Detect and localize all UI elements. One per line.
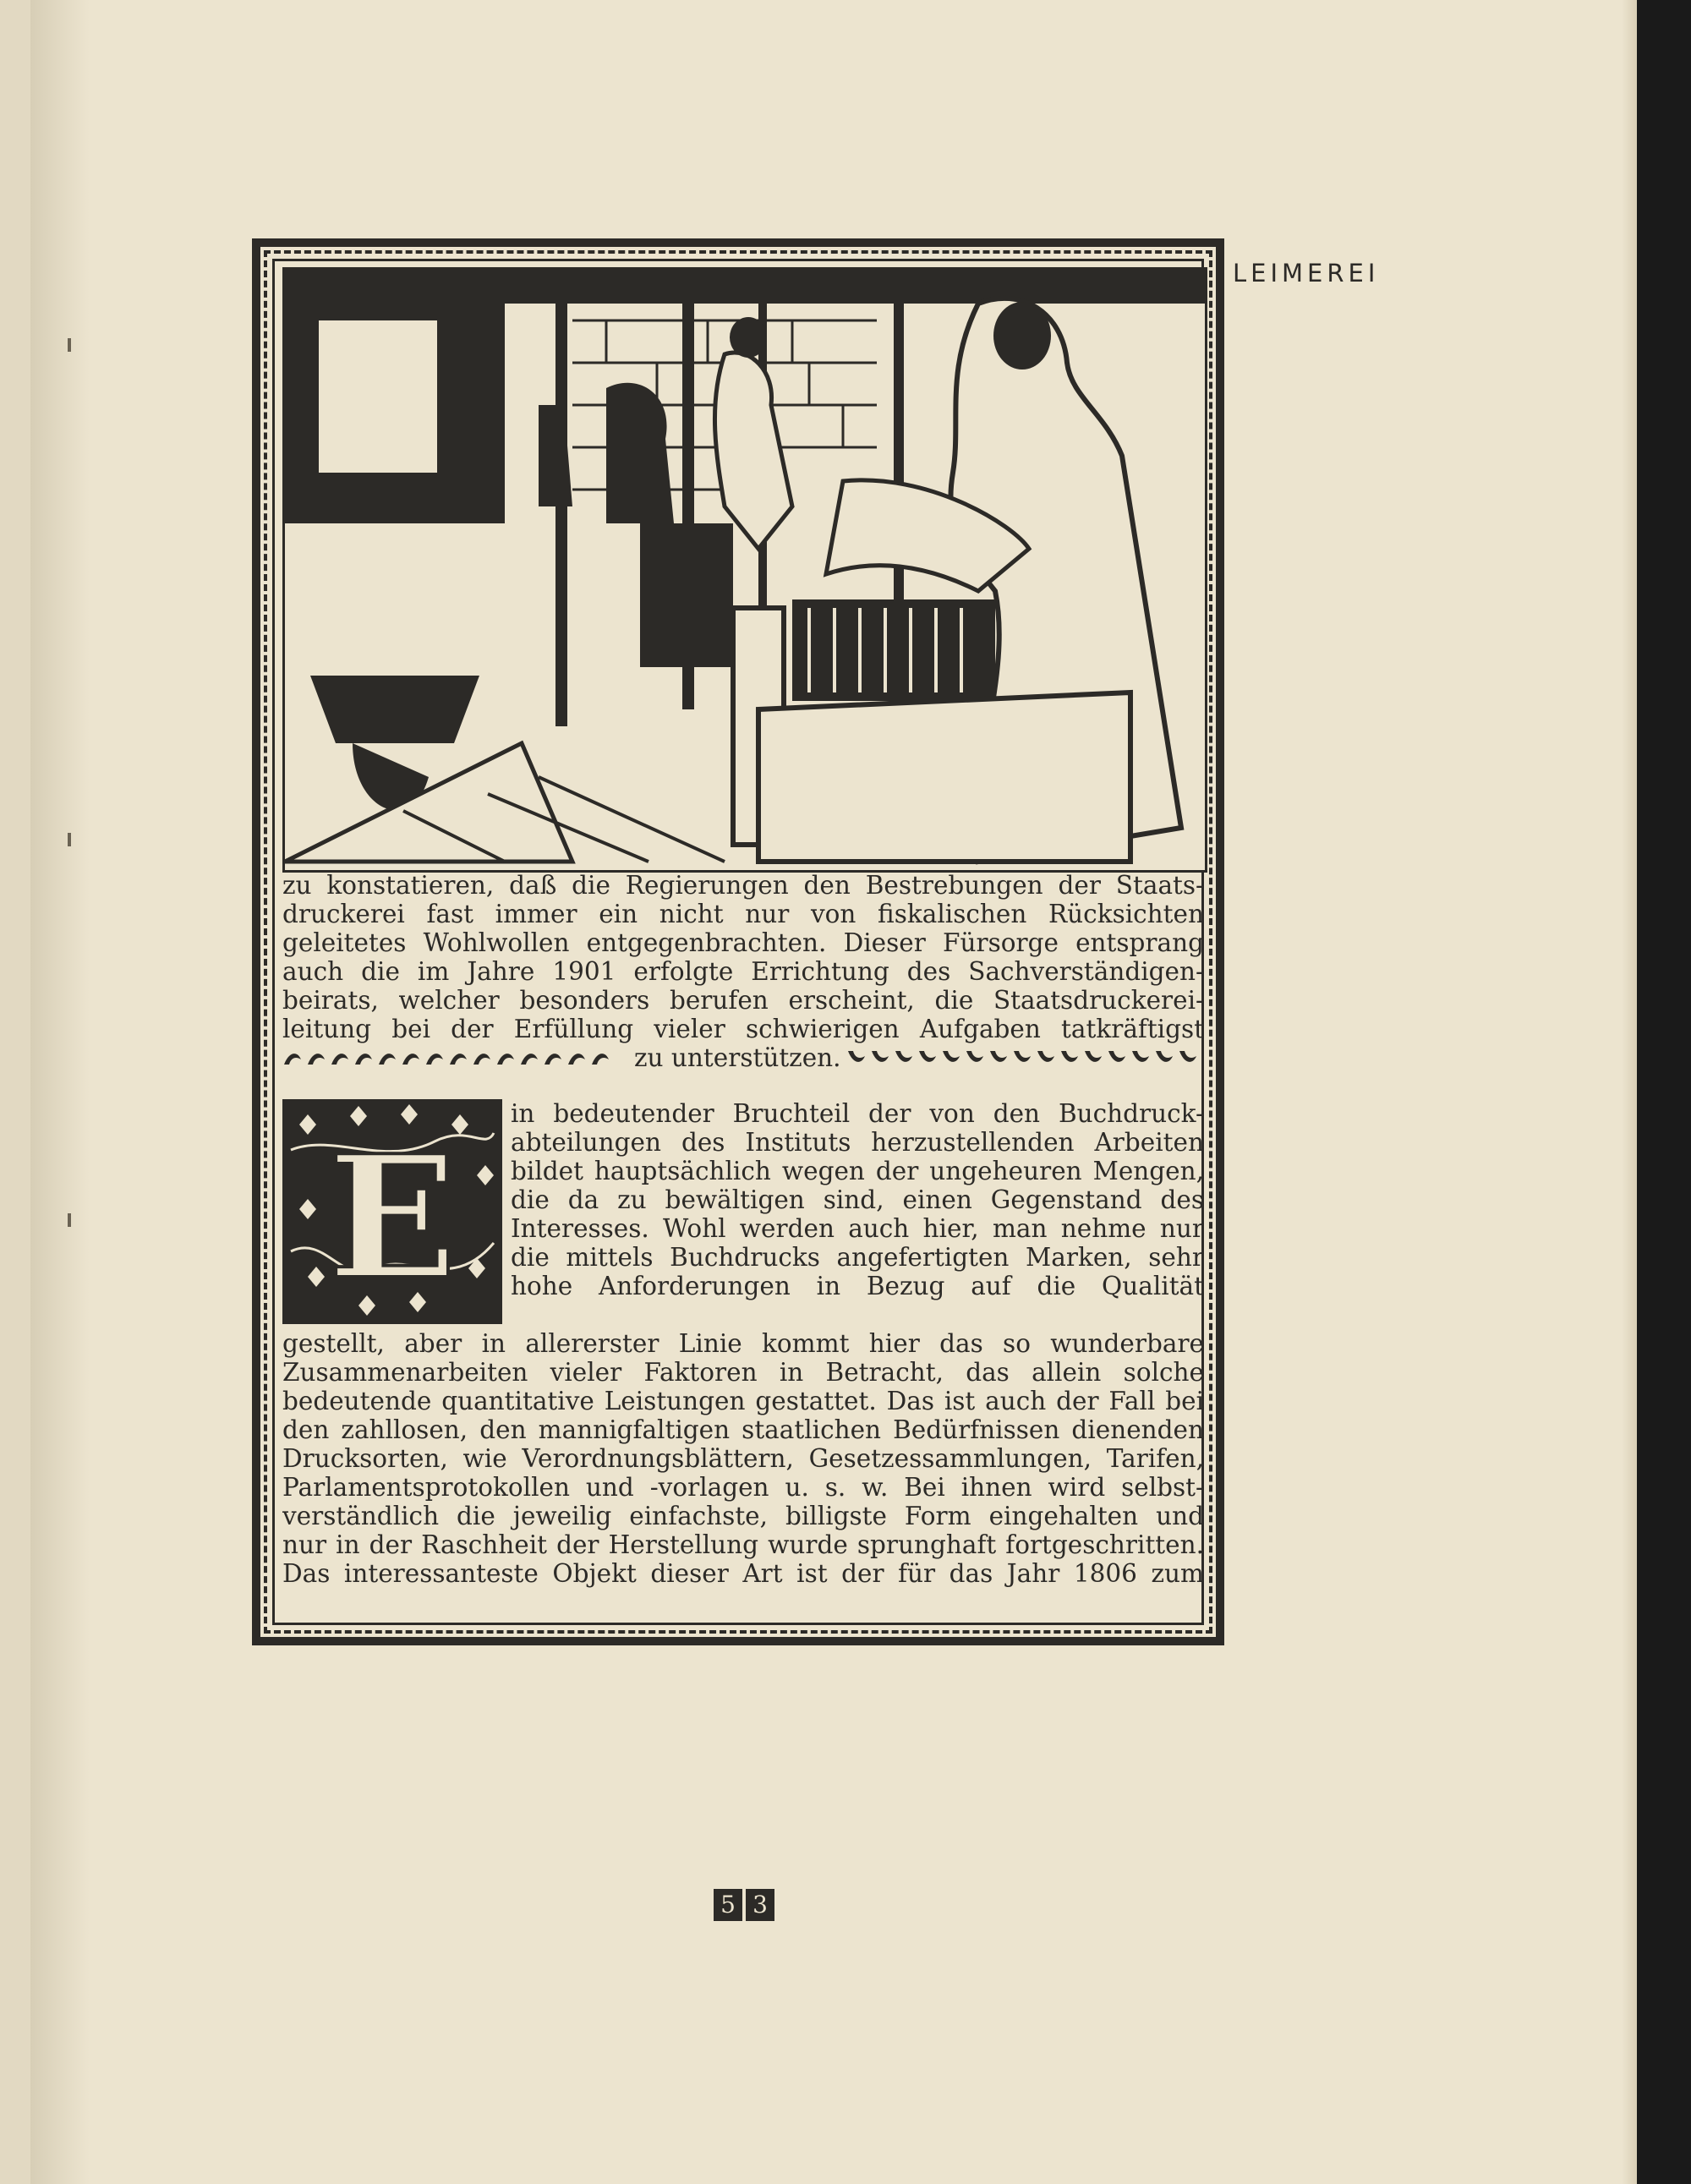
text-line: den zahllosen, den mannigfaltigen staatlichen Bedürfnissen dienenden [282, 1415, 1204, 1444]
text-line: leitung bei der Erfüllung vieler schwierigen Aufgaben tatkräftigst [282, 1015, 1204, 1043]
margin-mark [68, 833, 71, 846]
text-line: verständlich die jeweilig einfachste, billigste Form eingehalten und [282, 1502, 1204, 1530]
woodcut-printing-workshop-illustration [282, 267, 1207, 873]
text-line: bedeutende quantitative Leistungen gestattet. Das ist auch der Fall bei [282, 1387, 1204, 1415]
ornament-left-icon [282, 1048, 629, 1068]
text-line: zu konstatieren, daß die Regierungen den Bestrebungen der Staats- [282, 871, 1204, 900]
text-line: auch die im Jahre 1901 erfolgte Errichtung des Sachverständigen- [282, 957, 1204, 986]
left-page-strip [0, 0, 30, 2184]
text-line: hohe Anforderungen in Bezug auf die Qualität [511, 1272, 1204, 1300]
text-line: Das interessanteste Objekt dieser Art ist der für das Jahr 1806 zum [282, 1559, 1204, 1588]
text-line: in bedeutender Bruchteil der von den Buchdruck- [511, 1099, 1204, 1128]
paragraph-end-text: zu unterstützen. [634, 1043, 841, 1072]
text-line: geleitetes Wohlwollen entgegenbrachten. Dieser Fürsorge entsprang [282, 928, 1204, 957]
text-line: die da zu bewältigen sind, einen Gegenstand des [511, 1185, 1204, 1214]
running-head: LEIMEREI [1233, 259, 1380, 287]
dropcap-letter: E [327, 1119, 457, 1317]
page-number [714, 1889, 774, 1921]
page-edge-shadow [1622, 0, 1637, 2184]
paragraph-2-beside-initial [511, 1099, 1204, 1300]
page-number-digit: 3 [746, 1889, 774, 1921]
text-line: Parlamentsprotokollen und -vorlagen u. s. w. Bei ihnen wird selbst- [282, 1473, 1204, 1502]
ornament-line [282, 1043, 1204, 1072]
dark-background-edge [1637, 0, 1691, 2184]
ornament-right-icon [846, 1048, 1201, 1068]
book-gutter [30, 0, 90, 2184]
margin-mark [68, 1213, 71, 1227]
text-line: gestellt, aber in allererster Linie kommt hier das so wunderbare [282, 1329, 1204, 1358]
decorated-initial [282, 1099, 502, 1324]
margin-mark [68, 338, 71, 352]
paragraph-1 [282, 871, 1204, 1072]
page-number-digit: 5 [714, 1889, 742, 1921]
text-line: bildet hauptsächlich wegen der ungeheuren Mengen, [511, 1157, 1204, 1185]
text-line: abteilungen des Instituts herzustellenden Arbeiten [511, 1128, 1204, 1157]
text-line: beirats, welcher besonders berufen erscheint, die Staatsdruckerei- [282, 986, 1204, 1015]
text-line: Interesses. Wohl werden auch hier, man nehme nur [511, 1214, 1204, 1243]
text-line: druckerei fast immer ein nicht nur von fiskalischen Rücksichten [282, 900, 1204, 928]
text-line: die mittels Buchdrucks angefertigten Marken, sehr [511, 1243, 1204, 1272]
text-line: Drucksorten, wie Verordnungsblättern, Gesetzessammlungen, Tarifen, [282, 1444, 1204, 1473]
text-line: nur in der Raschheit der Herstellung wurde sprunghaft fortgeschritten. [282, 1530, 1204, 1559]
paragraph-2-full-width [282, 1329, 1204, 1588]
text-line: Zusammenarbeiten vieler Faktoren in Betracht, das allein solche [282, 1358, 1204, 1387]
